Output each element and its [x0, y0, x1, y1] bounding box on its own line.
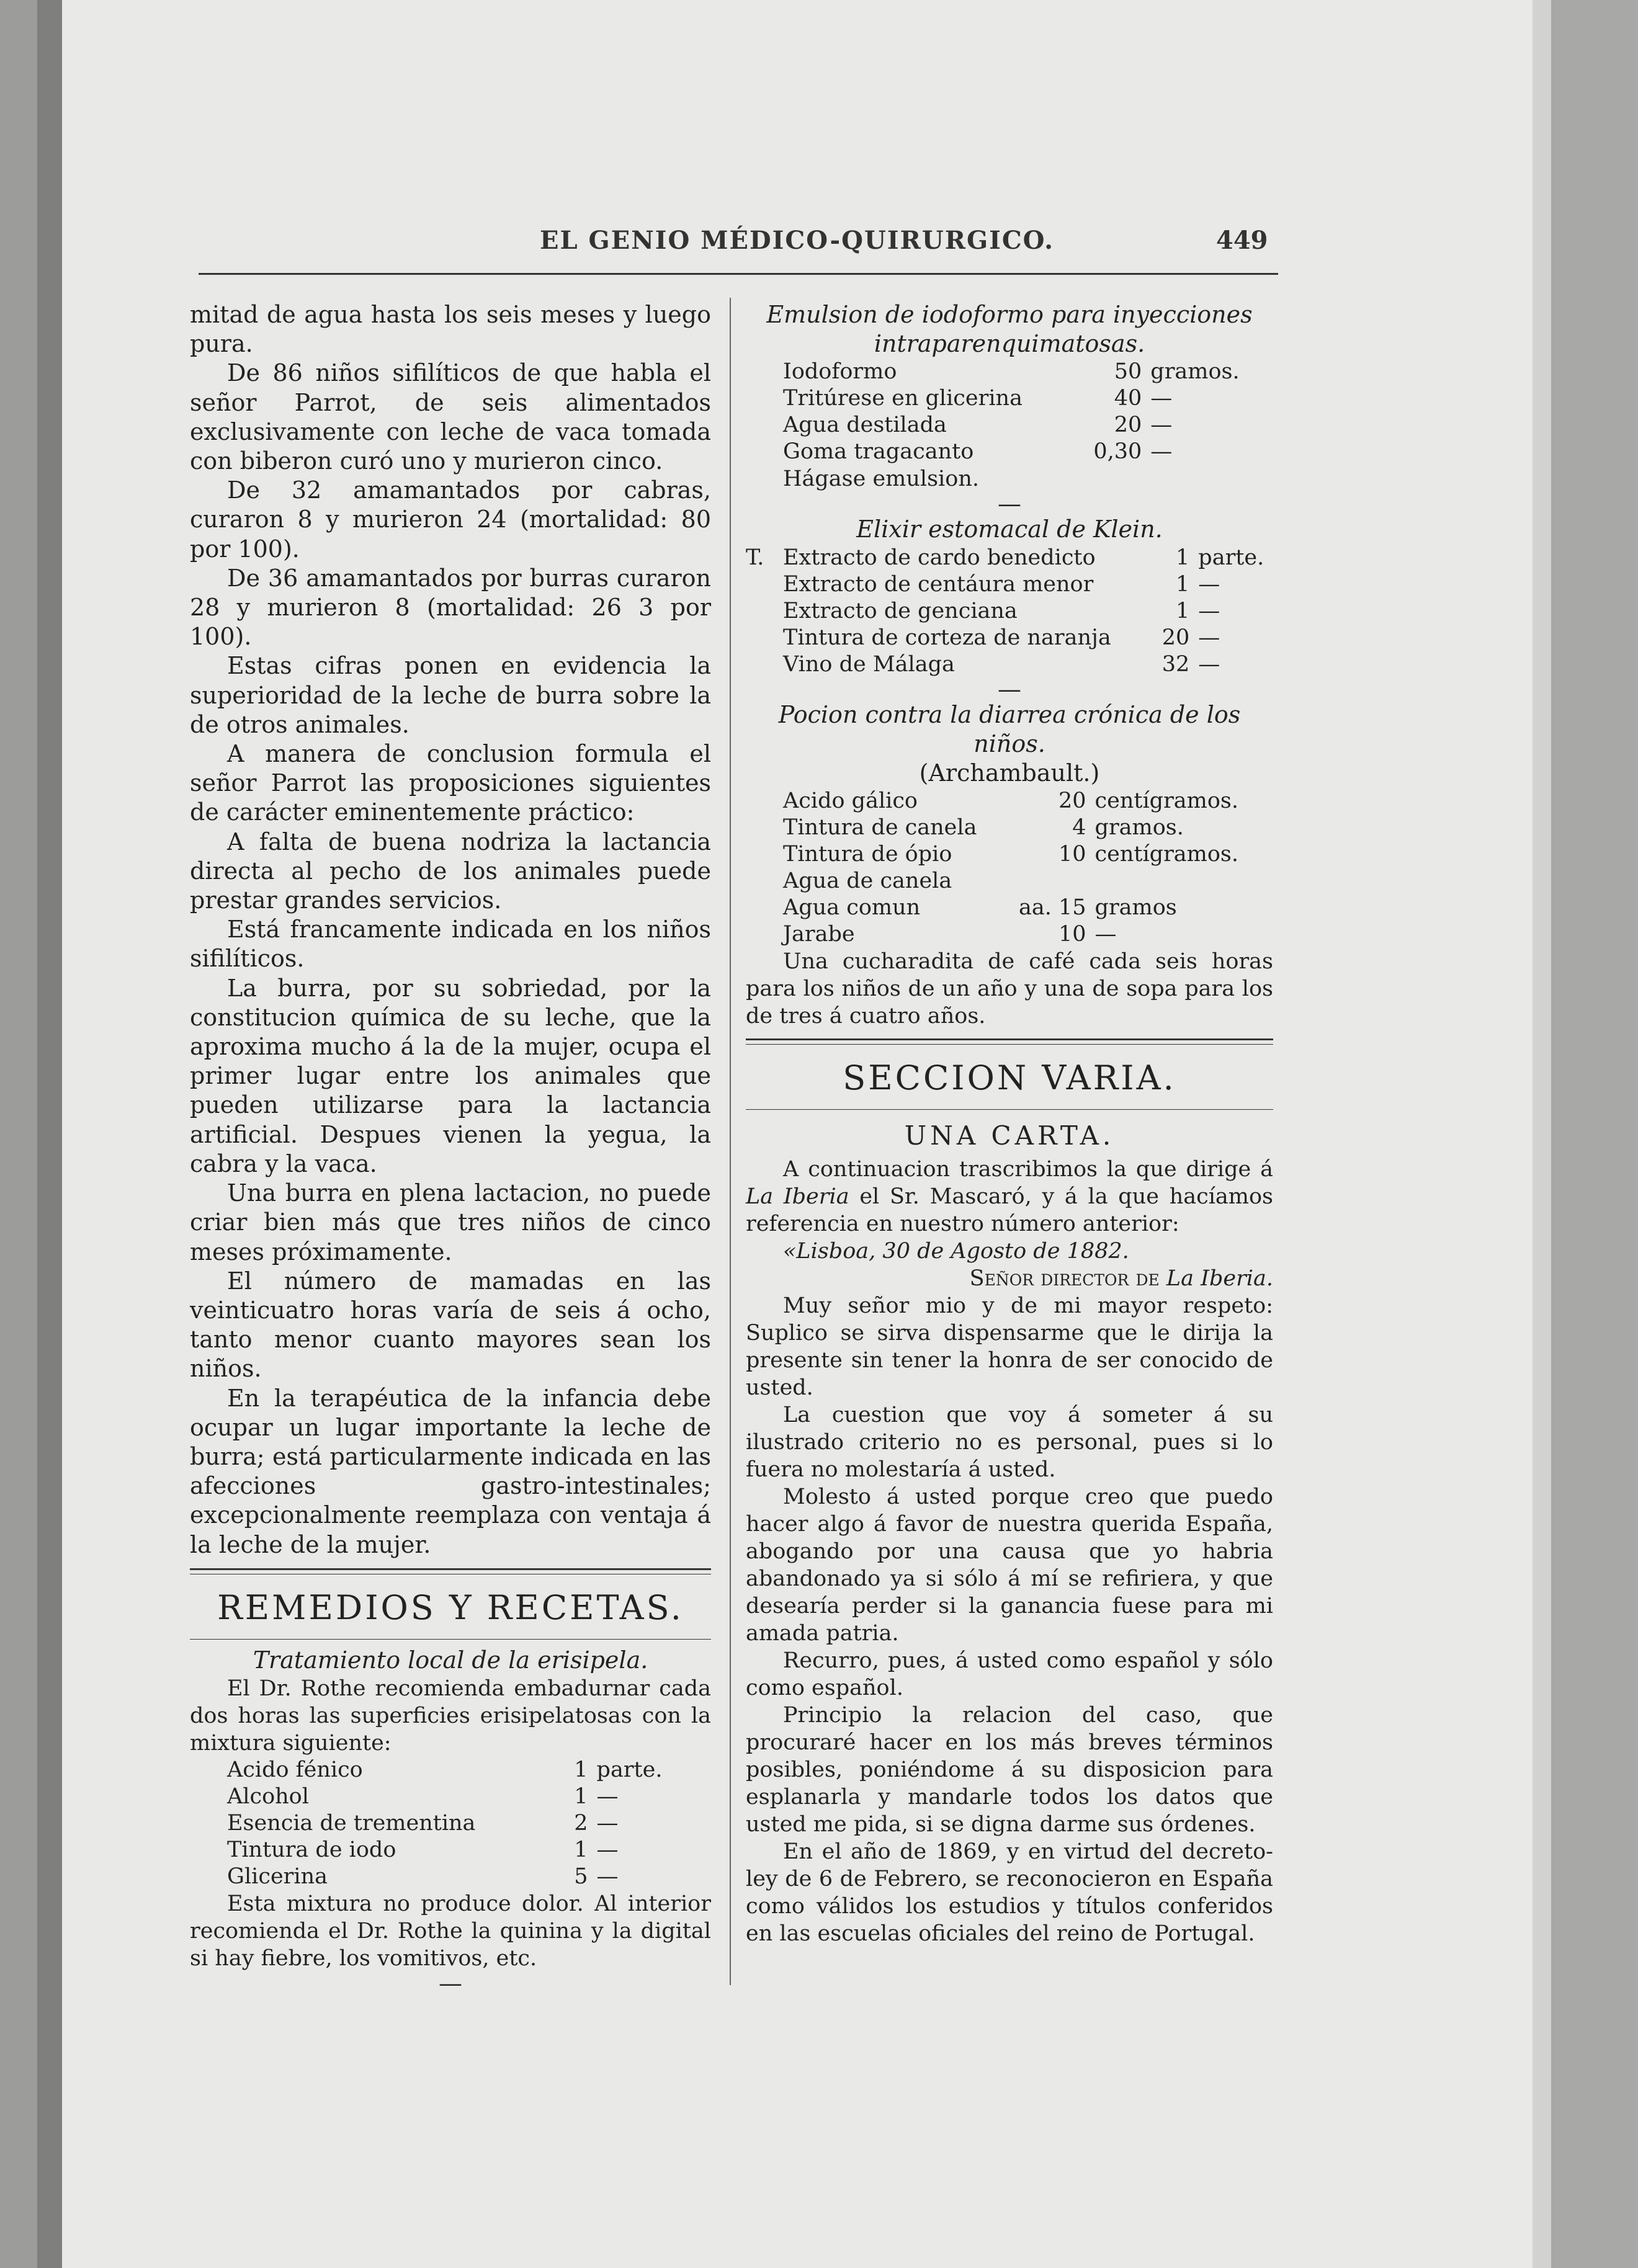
end-dash: —	[439, 1969, 462, 1997]
paragraph: Una burra en plena lactacion, no puede criar bien más que tres niños de cinco meses próximamente.	[190, 1179, 711, 1266]
paragraph: De 86 niños sifilíticos de que habla el señor Parrot, de seis alimentados exclusivamente con leche de vaca tomada con biberon curó uno y murieron cinco.	[190, 359, 711, 475]
ingredient-name: Acido gálico	[783, 788, 918, 814]
ingredient-qty: 0,30	[1093, 439, 1142, 465]
letter-paragraph: Principio la relacion del caso, que procuraré hacer en los más breves términos posibles, poniéndome á su disposicion para esplanarla y mandarle todos los datos que usted me pida, si se digna darme sus órdenes.	[746, 1703, 1273, 1837]
section-rule	[746, 1109, 1273, 1110]
ingredient-qty: 10	[1058, 922, 1086, 947]
ingredient-row	[746, 598, 1273, 625]
paragraph: Estas cifras ponen en evidencia la superioridad de la leche de burra sobre la de otros animales.	[190, 652, 711, 738]
ingredient-unit: gramos.	[1150, 359, 1240, 385]
intro-text: el Sr. Mascaró, y á la que hacíamos referencia en nuestro número anterior:	[746, 1184, 1273, 1237]
ingredient-name: Agua de canela	[783, 868, 952, 894]
ingredient-qty: 32	[1161, 651, 1190, 677]
ingredient-name: Acido fénico	[227, 1757, 363, 1782]
ingredient-row	[227, 1837, 686, 1864]
ingredient-name: Esencia de trementina	[227, 1810, 476, 1836]
ingredient-row	[783, 359, 1261, 385]
ingredient-qty: 1	[1176, 545, 1190, 570]
section-double-rule	[746, 1038, 1273, 1045]
ingredient-qty: 1	[574, 1784, 588, 1809]
section-title-varia: SECCION VARIA.	[843, 1058, 1176, 1098]
recipe-ingredients-table	[746, 545, 1273, 678]
recipe-instruction: Hágase emulsion.	[783, 467, 979, 492]
letter-paragraph: Molesto á usted porque creo que puedo hacer algo á favor de nuestra querida España, abogando por una causa que yo habria abandonado ya si sólo á mí se refiriera, y que desearía perder si la ganancia fuese para mi amada patria.	[746, 1484, 1273, 1646]
letter-addressee	[746, 1265, 1273, 1292]
recipe-note: Una cucharadita de café cada seis horas para los niños de un año y una de sopa para los de tres á cuatro años.	[746, 949, 1273, 1029]
ingredient-unit: —	[1150, 439, 1173, 465]
ingredient-unit: —	[1150, 413, 1173, 438]
ingredient-name: Goma tragacanto	[783, 439, 974, 465]
addressee-text: Señor director de	[969, 1266, 1160, 1292]
ingredient-qty: 5	[574, 1864, 588, 1889]
journal-name: La Iberia	[746, 1184, 849, 1210]
ingredient-qty	[1007, 868, 1095, 895]
page-number: 449	[1216, 226, 1268, 255]
letter-dateline	[746, 1238, 1273, 1265]
ingredient-row	[783, 385, 1261, 412]
ingredient-unit: —	[1198, 571, 1220, 597]
ingredient-qty: 1	[1176, 598, 1190, 623]
paragraph: De 32 amamantados por cabras, curaron 8 y murieron 24 (mortalidad: 80 por 100).	[190, 476, 711, 563]
ingredient-row	[227, 1784, 686, 1810]
ingredient-row	[783, 412, 1261, 439]
section-title-remedios: REMEDIOS Y RECETAS.	[217, 1587, 684, 1627]
ingredient-name: Jarabe	[783, 922, 855, 947]
letter-intro	[746, 1156, 1273, 1238]
ingredient-unit: —	[596, 1784, 619, 1809]
ingredient-qty: 20	[1058, 788, 1086, 814]
ingredient-qty: 20	[1114, 413, 1142, 438]
ingredient-qty: 50	[1114, 359, 1142, 385]
ingredient-name: Extracto de genciana	[783, 598, 1018, 623]
running-header: EL GENIO MÉDICO-QUIRURGICO.	[540, 226, 1055, 255]
ingredient-row	[783, 895, 1261, 921]
ingredient-row	[746, 545, 1273, 571]
right-column	[746, 300, 1273, 1947]
ingredient-name: Vino de Málaga	[783, 651, 955, 677]
paragraph: De 36 amamantados por burras curaron 28 y murieron 8 (mortalidad: 26 3 por 100).	[190, 564, 711, 651]
dateline-date: 30 de Agosto de 1882.	[882, 1239, 1129, 1264]
ingredient-name: Extracto de cardo benedicto	[783, 545, 1096, 570]
intro-text: A continuacion trascribimos la que dirige á	[783, 1157, 1273, 1182]
dateline-place: «Lisboa,	[783, 1239, 876, 1264]
ingredient-unit	[1095, 868, 1261, 895]
ingredient-name: Agua destilada	[783, 413, 947, 438]
ingredient-name: Tintura de corteza de naranja	[783, 625, 1111, 650]
ingredient-name: Tritúrese en glicerina	[783, 386, 1023, 411]
ingredient-row	[783, 921, 1261, 948]
ingredient-unit: centígramos.	[1094, 842, 1239, 867]
paragraph: mitad de agua hasta los seis meses y luego pura.	[190, 301, 711, 358]
ingredient-unit: parte.	[596, 1757, 663, 1782]
letter-paragraph: La cuestion que voy á someter á su ilustrado criterio no es personal, pues si lo fuera no molestaría á usted.	[746, 1403, 1273, 1483]
ingredient-name: Tintura de iodo	[227, 1837, 396, 1862]
ingredient-name: Glicerina	[227, 1864, 328, 1889]
ingredient-row	[746, 651, 1273, 678]
ingredient-unit: —	[1094, 922, 1117, 947]
recipe-ingredients-table	[783, 788, 1261, 948]
ingredient-unit: gramos.	[1094, 815, 1184, 841]
ingredient-unit: —	[1150, 386, 1173, 411]
ingredient-row	[783, 815, 1261, 841]
section-rule	[190, 1639, 711, 1640]
recipe-author: (Archambault.)	[919, 759, 1100, 787]
letter-paragraph: Recurro, pues, á usted como español y sólo como español.	[746, 1648, 1273, 1701]
ingredient-row	[227, 1810, 686, 1837]
ingredient-row	[783, 868, 1261, 895]
ingredient-row	[227, 1757, 686, 1784]
paragraph: A manera de conclusion formula el señor Parrot las proposiciones siguientes de carácter eminentemente práctico:	[190, 740, 711, 826]
paragraph: En la terapéutica de la infancia debe ocupar un lugar importante la leche de burra; está particularmente indicada en las afecciones gastro-intestinales; excepcionalmente reemplaza con ventaja á la leche de la mujer.	[190, 1384, 711, 1558]
recipe-title: Pocion contra la diarrea crónica de los niños.	[778, 700, 1241, 757]
column-divider	[730, 298, 731, 1985]
ingredient-name: Tintura de canela	[783, 815, 977, 841]
ingredient-qty: 10	[1058, 842, 1086, 867]
ingredient-row	[227, 1864, 686, 1890]
journal-name: La Iberia.	[1166, 1266, 1273, 1292]
ingredient-qty: 1	[574, 1837, 588, 1862]
recipe-title: Emulsion de iodoformo para inyecciones intraparenquimatosas.	[766, 301, 1253, 358]
ingredient-unit: —	[596, 1810, 619, 1836]
ingredient-qty: 20	[1161, 625, 1190, 650]
ingredient-row	[783, 439, 1261, 465]
ingredient-name: Extracto de centáura menor	[783, 571, 1094, 597]
ingredient-unit: centígramos.	[1094, 788, 1239, 814]
ingredient-row	[783, 841, 1261, 868]
ingredient-row	[783, 788, 1261, 815]
recipe-title: Elixir estomacal de Klein.	[856, 516, 1163, 543]
paragraph: Está francamente indicada en los niños sifilíticos.	[190, 916, 711, 973]
recipe-ingredients-table	[783, 359, 1261, 465]
ingredient-name: Agua comun	[783, 895, 921, 921]
ingredient-qty: 1	[574, 1757, 588, 1782]
recipe-prefix: T.	[746, 545, 764, 570]
letter-paragraph: Muy señor mio y de mi mayor respeto: Suplico se sirva dispensarme que le dirija la presente sin tener la honra de ser conocido de usted.	[746, 1293, 1273, 1401]
ingredient-qty: 4	[1072, 815, 1086, 841]
ingredient-name: Iodoformo	[783, 359, 897, 385]
recipe-note: Esta mixtura no produce dolor. Al interior recomienda el Dr. Rothe la quinina y la digital si hay fiebre, los vomitivos, etc.	[190, 1891, 711, 1971]
ingredient-row	[746, 625, 1273, 651]
ingredient-qty: 2	[574, 1810, 588, 1836]
ingredient-unit: —	[596, 1837, 619, 1862]
end-dash: —	[998, 675, 1021, 703]
ingredient-unit: —	[1198, 625, 1220, 650]
ingredient-qty: 1	[1176, 571, 1190, 597]
ingredient-name: Alcohol	[227, 1784, 309, 1809]
section-double-rule	[190, 1568, 711, 1574]
ingredient-unit: gramos	[1094, 895, 1177, 921]
ingredient-unit: —	[1198, 598, 1220, 623]
ingredient-unit: parte.	[1198, 545, 1264, 570]
left-column	[190, 300, 711, 1997]
ingredient-unit: —	[596, 1864, 619, 1889]
ingredient-name: Tintura de ópio	[783, 842, 952, 867]
recipe-title: Tratamiento local de la erisipela.	[253, 1646, 648, 1674]
paragraph: A falta de buena nodriza la lactancia directa al pecho de los animales puede prestar grandes servicios.	[190, 828, 711, 914]
header-rule	[199, 273, 1278, 275]
subsection-title: UNA CARTA.	[904, 1120, 1115, 1151]
letter-paragraph: En el año de 1869, y en virtud del decreto-ley de 6 de Febrero, se reconocieron en España como válidos los estudios y títulos conferidos en las escuelas oficiales del reino de Portugal.	[746, 1839, 1273, 1947]
ingredient-qty: aa. 15	[1019, 895, 1086, 921]
ingredient-qty: 40	[1114, 386, 1142, 411]
ingredient-unit: —	[1198, 651, 1220, 677]
paragraph: La burra, por su sobriedad, por la constitucion química de su leche, que la aproxima mucho á la de la mujer, ocupa el primer lugar entre los animales que pueden utilizarse para la lactancia artificial. Despues vienen la yegua, la cabra y la vaca.	[190, 974, 711, 1177]
recipe-ingredients-table	[227, 1757, 686, 1890]
end-dash: —	[998, 490, 1021, 518]
paragraph: El número de mamadas en las veinticuatro horas varía de seis á ocho, tanto menor cuanto mayores sean los niños.	[190, 1267, 711, 1383]
recipe-intro: El Dr. Rothe recomienda embadurnar cada dos horas las superficies erisipelatosas con la mixtura siguiente:	[190, 1676, 711, 1756]
ingredient-row	[746, 571, 1273, 598]
